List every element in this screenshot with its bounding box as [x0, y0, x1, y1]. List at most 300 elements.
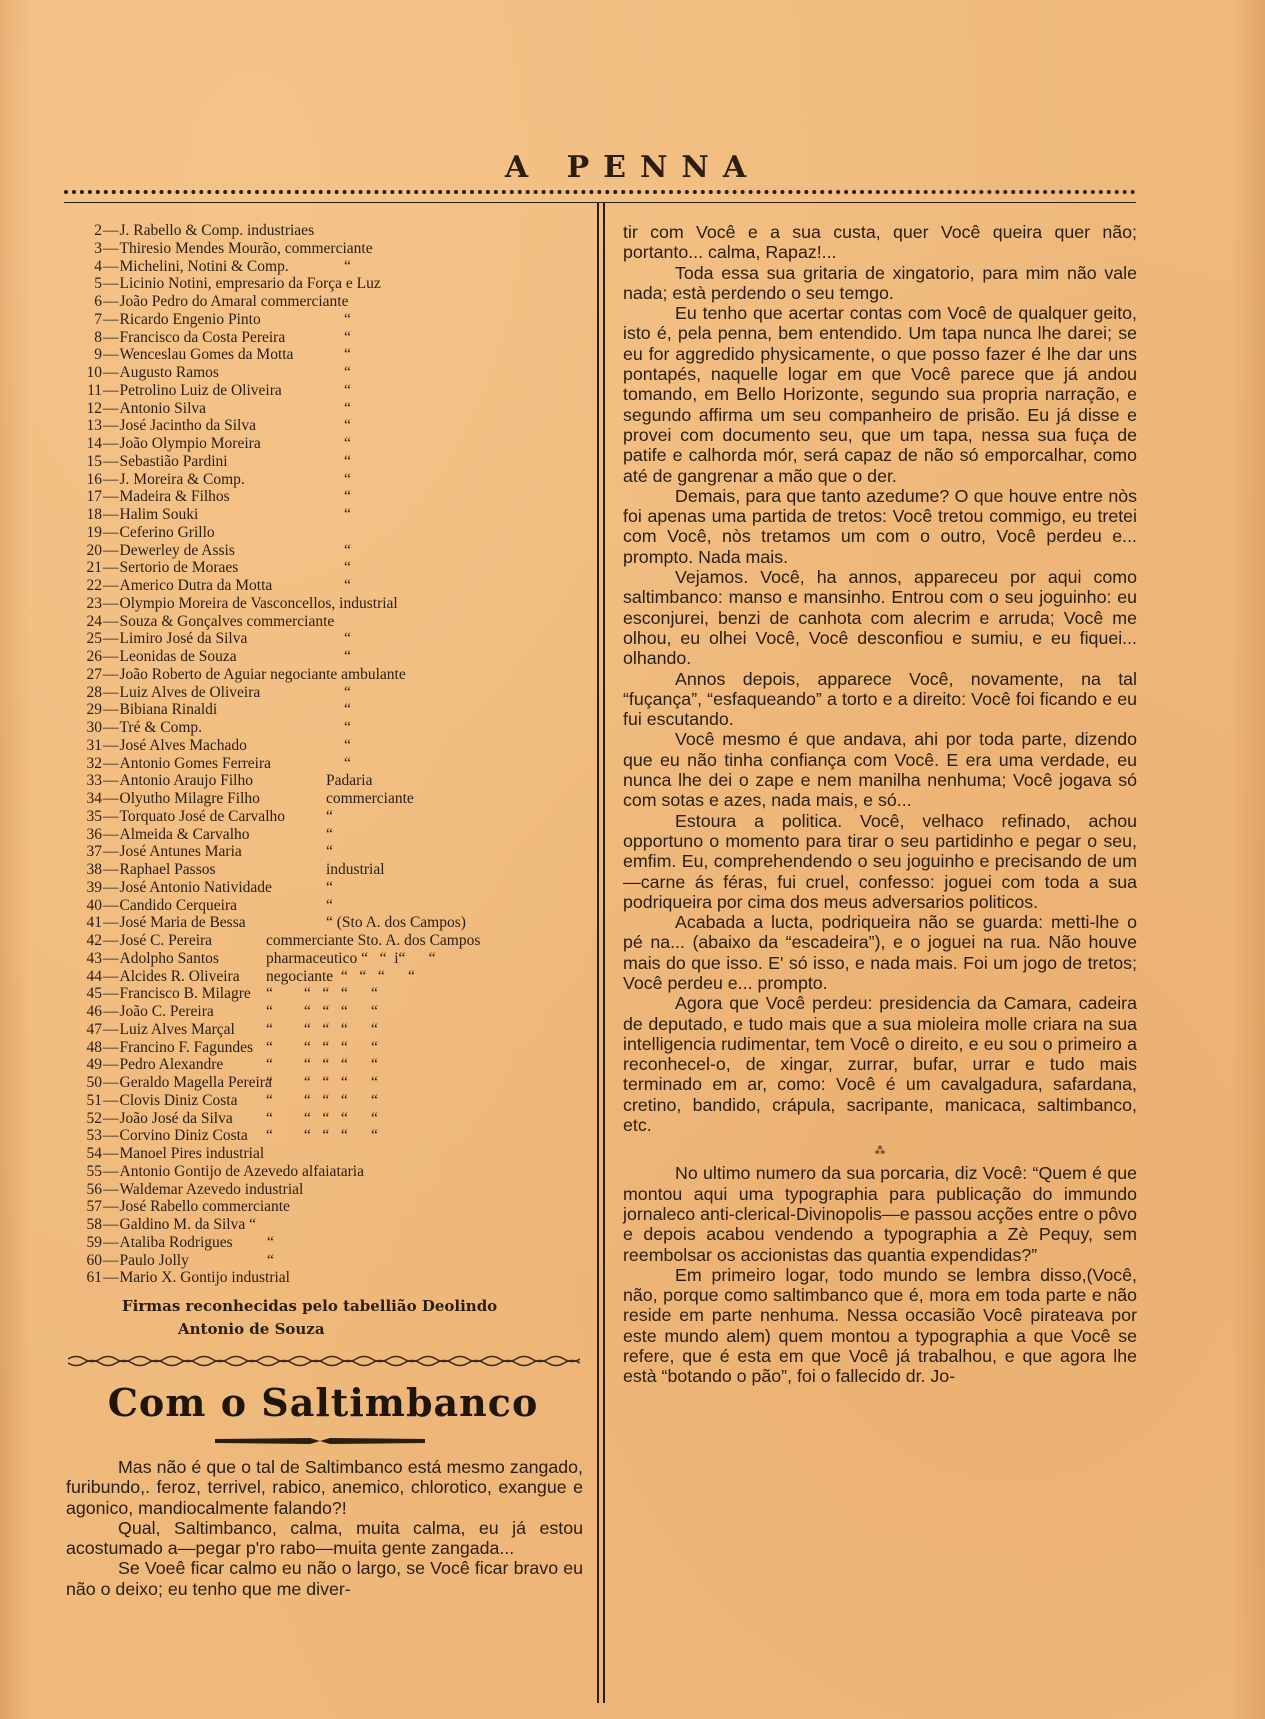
signatory-number: 40 [86, 896, 102, 914]
article-paragraph: Em primeiro logar, todo mundo se lembra disso,(Você, não, porque como saltimbanco que é, mora em toda parte e não reside em parte nenhuma. Nessa occasião Você pirateava por este mundo alem) quem montou a typographia a que Você se refere, que é esta em que Você já trabalhou, e que agora lhe està “botando o pão”, foi o fallecido dr. Jo- [623, 1264, 1137, 1387]
dash-separator: — [103, 1020, 119, 1038]
signatory-row [82, 897, 592, 915]
signatory-number: 51 [86, 1091, 102, 1109]
article-paragraph: Annos depois, apparece Você, novamente, na tal “fuçança”, “esfaqueando” a torto e a direito: Você foi ficando e eu fui escutando. [623, 668, 1137, 730]
dash-separator: — [103, 630, 119, 648]
signatory-row [82, 1092, 592, 1110]
signatory-name: Augusto Ramos [119, 364, 219, 381]
signatory-number: 4 [94, 257, 102, 275]
article-paragraph: Você mesmo é que andava, ahi por toda parte, dizendo que eu não tinha confiança com Você. E era uma verdade, eu nunca lhe dei o zape e nem manilha nenhuma; Você jogava só com sotas e azes, nada mais, e só... [623, 729, 1137, 811]
dash-separator: — [103, 843, 119, 861]
signatory-name: Sertorio de Moraes [119, 559, 239, 577]
dash-separator: — [103, 861, 119, 878]
signatory-row [82, 1216, 592, 1234]
signatory-occupation: “ [344, 630, 351, 648]
signatory-row [82, 382, 592, 400]
signatory-row [82, 1181, 592, 1199]
signatory-occupation: “ [267, 1233, 274, 1251]
dash-separator: — [103, 452, 119, 470]
article-paragraph: Eu tenho que acertar contas com Você de qualquer geito, isto é, pela penna, bem entendido. Um tapa nunca lhe darei; se eu for aggredido physicamente, o que posso fazer é lhe dar uns pontapés, naquelle logar em que Você parece que já andou tomando, em Bello Horizonte, segundo sua propria narração, e segundo affirma um seu companheiro de prisão. Eu já disse e provei com documento seu, que um tapa, nessa sua fuça de patife e calhorda mór, será capaz de não só emporcalhar, como até de gangrenar a mão que o der. [623, 303, 1137, 486]
signatory-occupation: “ [344, 452, 351, 470]
signatory-number: 33 [86, 772, 102, 790]
dash-separator: — [103, 1216, 119, 1233]
signatory-name: José Rabello commerciante [119, 1198, 290, 1216]
signatory-name: Raphael Passos [119, 861, 216, 878]
dash-separator: — [103, 364, 119, 381]
signatory-number: 25 [86, 630, 102, 648]
signatory-name: Luiz Alves Marçal [119, 1020, 235, 1038]
signatory-row [82, 1127, 592, 1145]
signatory-name: João Pedro do Amaral commerciante [119, 293, 349, 310]
signatory-row [82, 364, 592, 382]
signatory-name: Licinio Notini, empresario da Força e Luz [119, 275, 381, 293]
signatory-row [82, 1252, 592, 1270]
signatory-number: 19 [86, 523, 102, 541]
signatory-number: 8 [94, 328, 102, 346]
signatory-name: Luiz Alves de Oliveira [119, 683, 261, 701]
signatory-name: Ataliba Rodrigues [119, 1233, 233, 1251]
signatory-row [82, 755, 592, 773]
signatory-occupation: “ “ “ “ “ [266, 985, 378, 1003]
signatory-row [82, 1074, 592, 1092]
signatory-name: Olyutho Milagre Filho [119, 790, 260, 807]
signatory-number: 35 [86, 807, 102, 825]
dash-separator: — [103, 257, 119, 275]
dash-separator: — [103, 1180, 119, 1198]
article-paragraph: Qual, Saltimbanco, calma, muita calma, eu já estou acostumado a—pegar p'ro rabo—muita gente zangada... [66, 1517, 583, 1559]
signatory-number: 36 [86, 825, 102, 843]
signatory-occupation: “ “ “ “ “ [266, 1091, 378, 1109]
dash-separator: — [103, 683, 119, 701]
dash-separator: — [103, 293, 119, 310]
signatory-row [82, 684, 592, 702]
signatory-occupation: “ “ “ “ “ [266, 1127, 378, 1145]
signatory-row [82, 701, 592, 719]
signatory-row [82, 471, 592, 489]
signatory-occupation: “ [344, 506, 351, 523]
signatory-row [82, 506, 592, 524]
signatory-number: 56 [86, 1180, 102, 1198]
signatory-row [82, 275, 592, 293]
signatory-name: Francisco da Costa Pereira [119, 328, 286, 346]
signatory-name: Petrolino Luiz de Oliveira [119, 381, 282, 399]
dash-separator: — [103, 967, 119, 985]
signatory-number: 48 [86, 1038, 102, 1056]
signatory-number: 32 [86, 754, 102, 772]
signatory-number: 38 [86, 861, 102, 878]
signatory-name: João C. Pereira [119, 1003, 214, 1020]
signatory-occupation: “ “ “ “ “ [266, 1038, 378, 1056]
signatory-name: João José da Silva [119, 1109, 233, 1127]
signatory-number: 9 [94, 346, 102, 364]
article-title: Com o Saltimbanco [107, 1380, 539, 1425]
signatory-name: Waldemar Azevedo industrial [119, 1180, 304, 1198]
signatory-name: Torquato José de Carvalho [119, 807, 285, 825]
signatory-row [82, 630, 592, 648]
signatory-occupation: “ [344, 541, 351, 559]
signatory-occupation: “ [344, 381, 351, 399]
dash-separator: — [103, 435, 119, 452]
signatory-occupation: “ “ “ “ “ [266, 1056, 378, 1074]
article-left-body [66, 1457, 583, 1599]
signatory-name: Dewerley de Assis [119, 541, 235, 559]
signatory-number: 23 [86, 594, 102, 612]
dash-separator: — [103, 222, 119, 239]
signatory-number: 28 [86, 683, 102, 701]
signatory-occupation: “ [344, 754, 351, 772]
signatory-occupation: “ [344, 648, 351, 665]
signatory-row [82, 914, 592, 932]
signatory-name: Adolpho Santos [119, 949, 219, 967]
signatory-number: 53 [86, 1127, 102, 1145]
signatory-occupation: “ [344, 417, 351, 435]
ornamental-wavy-rule [68, 1354, 580, 1368]
signatory-row [82, 258, 592, 276]
signatory-name: Francino F. Fagundes [119, 1038, 254, 1056]
signatory-row [82, 648, 592, 666]
signatory-occupation: “ [344, 683, 351, 701]
article-paragraph: Se Voeê ficar calmo eu não o largo, se Você ficar bravo eu não o deixo; eu tenho que me diver- [66, 1558, 583, 1599]
signatory-number: 11 [87, 381, 102, 399]
signatory-number: 46 [86, 1003, 102, 1020]
asterism-separator: ⁂ [874, 1145, 886, 1158]
article-paragraph: Toda essa sua gritaria de xingatorio, para mim não vale nada; està perdendo o seu temgo. [623, 262, 1137, 303]
dash-separator: — [103, 878, 119, 896]
signatory-name: José C. Pereira [119, 932, 213, 949]
signatory-number: 16 [86, 470, 102, 488]
signatory-occupation: “ [344, 701, 351, 719]
dash-separator: — [103, 932, 119, 949]
signatory-number: 47 [86, 1020, 102, 1038]
dash-separator: — [103, 949, 119, 967]
signatory-row [82, 790, 592, 808]
signatory-name: José Antonio Natividade [119, 878, 272, 896]
signatory-number: 17 [86, 488, 102, 506]
dash-separator: — [103, 701, 119, 719]
signatory-row [82, 240, 592, 258]
signatory-row [82, 719, 592, 737]
signatory-row [82, 1003, 592, 1021]
signatory-number: 10 [86, 364, 102, 381]
signatory-number: 26 [86, 648, 102, 665]
article-paragraph: Vejamos. Você, ha annos, appareceu por aqui como saltimbanco: manso e mansinho. Entrou com o seu joguinho: eu esconjurei, benzi de canhota com alecrim e arruda; Você me olhou, eu olhei Você, Você desconfiou e sumiu, e eu fiquei... olhando. [623, 567, 1137, 669]
signatory-name: Leonidas de Souza [119, 648, 237, 665]
signatory-name: Geraldo Magella Pereira [119, 1074, 272, 1091]
dash-separator: — [103, 399, 119, 417]
signatory-name: Antonio Araujo Filho [119, 772, 253, 790]
signatory-number: 6 [94, 293, 102, 310]
article-paragraph-continuation: tir com Você e a sua custa, quer Você queira quer não; portanto... calma, Rapaz!... [623, 222, 1137, 263]
signatory-number: 44 [86, 967, 102, 985]
signatory-number: 57 [86, 1198, 102, 1216]
signatory-name: Clovis Diniz Costa [119, 1091, 238, 1109]
signatory-occupation: commerciante Sto. A. dos Campos [266, 932, 481, 949]
signatory-row [82, 346, 592, 364]
dash-separator: — [103, 790, 119, 807]
signatory-number: 54 [86, 1145, 102, 1162]
signatory-name: Manoel Pires industrial [119, 1145, 265, 1162]
signatory-row [82, 435, 592, 453]
signatory-row [82, 559, 592, 577]
signatory-row [82, 488, 592, 506]
signatory-row [82, 293, 592, 311]
signatory-name: Antonio Gomes Ferreira [119, 754, 272, 772]
column-divider [597, 203, 605, 1703]
signatory-row [82, 826, 592, 844]
signatory-occupation: “ “ “ “ “ [266, 1020, 378, 1038]
signatory-number: 3 [94, 239, 102, 257]
dash-separator: — [103, 239, 119, 257]
signatory-occupation: negociante “ “ “ “ [266, 967, 415, 985]
signatory-occupation: “ [344, 736, 351, 754]
dash-separator: — [103, 488, 119, 506]
signatory-occupation: “ [344, 346, 351, 364]
dash-separator: — [103, 559, 119, 577]
signatory-number: 58 [86, 1216, 102, 1233]
dash-separator: — [103, 417, 119, 435]
article-paragraph: Demais, para que tanto azedume? O que houve entre nòs foi apenas uma partida de tretos: Você tretou commigo, eu tretei com Você, nòs tretamos um com o outro, Você perdeu e... prompto. Nada mais. [623, 485, 1137, 567]
dash-separator: — [103, 594, 119, 612]
dash-separator: — [103, 719, 119, 736]
signatory-name: Sebastião Pardini [119, 452, 228, 470]
signatory-occupation: “ [344, 559, 351, 577]
signatory-row [82, 1198, 592, 1216]
signatory-number: 34 [86, 790, 102, 807]
signatory-name: Madeira & Filhos [119, 488, 230, 506]
signatory-name: Almeida & Carvalho [119, 825, 250, 843]
signatory-name: Corvino Diniz Costa [119, 1127, 248, 1145]
masthead-title: A PENNA [504, 150, 761, 185]
masthead-rule [64, 190, 1136, 203]
notary-credit-line1: Firmas reconhecidas pelo tabellião Deolindo [122, 1297, 498, 1315]
signatory-name: Bibiana Rinaldi [119, 701, 218, 719]
signatory-occupation: “ “ “ “ “ [266, 1109, 378, 1127]
signatory-row [82, 453, 592, 471]
signatory-row [82, 1110, 592, 1128]
signatory-occupation: commerciante [326, 790, 414, 807]
signatory-name: Wenceslau Gomes da Motta [119, 346, 294, 364]
signatory-name: Paulo Jolly [119, 1251, 189, 1269]
dash-separator: — [103, 1162, 119, 1180]
signatory-row [82, 950, 592, 968]
signatory-row [82, 577, 592, 595]
signatory-number: 52 [86, 1109, 102, 1127]
signatory-name: Ceferino Grillo [119, 523, 215, 541]
signatory-number: 39 [86, 878, 102, 896]
dash-separator: — [103, 470, 119, 488]
signatory-name: J. Rabello & Comp. industriaes [119, 222, 315, 239]
signatory-name: João Roberto de Aguiar negociante ambulante [119, 665, 406, 683]
signatory-name: Antonio Silva [119, 399, 207, 417]
signatory-number: 15 [86, 452, 102, 470]
dash-separator: — [103, 1198, 119, 1216]
signatory-name: Galdino M. da Silva “ [119, 1216, 256, 1233]
dash-separator: — [103, 896, 119, 914]
signatory-name: Pedro Alexandre [119, 1056, 224, 1074]
dash-separator: — [103, 1145, 119, 1162]
dash-separator: — [103, 1269, 119, 1287]
signatory-number: 7 [94, 310, 102, 328]
article-paragraph: Estoura a politica. Você, velhaco refinado, achou opportuno o momento para tirar o seu partidinho e pegar o seu, emfim. Eu, comprehendendo o seu joguinho e precisando de um—carne ás féras, fui cruel, confesso: joguei com toda a sua podriqueira por cima dos meus adversarios politicos. [623, 810, 1137, 912]
dash-separator: — [103, 736, 119, 754]
signatory-name: Antonio Gontijo de Azevedo alfaiataria [119, 1162, 364, 1180]
signatory-name: Souza & Gonçalves commerciante [119, 612, 335, 630]
dash-separator: — [103, 328, 119, 346]
dash-separator: — [103, 914, 119, 932]
signatory-occupation: “ [344, 310, 351, 328]
signatory-row [82, 772, 592, 790]
signatory-row [82, 968, 592, 986]
dash-separator: — [103, 985, 119, 1003]
signatory-occupation: “ [344, 328, 351, 346]
article-right-body [623, 222, 1137, 1387]
signatory-name: J. Moreira & Comp. [119, 470, 245, 488]
signatory-occupation: “ “ “ “ “ [266, 1074, 378, 1091]
signatory-row [82, 985, 592, 1003]
signatory-number: 37 [86, 843, 102, 861]
title-ornament-rule [215, 1436, 425, 1446]
signatory-row [82, 613, 592, 631]
dash-separator: — [103, 310, 119, 328]
signatory-number: 49 [86, 1056, 102, 1074]
article-paragraph: Mas não é que o tal de Saltimbanco está mesmo zangado, furibundo,. feroz, terrivel, rabico, anemico, chlorotico, exangue e agonico, mandiocalmente falando?! [66, 1457, 583, 1518]
article-paragraph: No ultimo numero da sua porcaria, diz Você: “Quem é que montou aqui uma typographia para publicação do immundo jornaleco anti-clerical-Divinopolis—e passou acções entre o pôvo e depois acabou vendendo a typographia a Zè Pequy, sem reembolsar os accionistas das quantia expendidas?” [623, 1163, 1137, 1265]
signatory-number: 21 [86, 559, 102, 577]
dash-separator: — [103, 577, 119, 594]
dash-separator: — [103, 1074, 119, 1091]
signatory-row [82, 417, 592, 435]
signatory-occupation: “ [326, 878, 333, 896]
dash-separator: — [103, 825, 119, 843]
signatory-occupation: “ [344, 435, 351, 452]
signatory-name: José Jacintho da Silva [119, 417, 256, 435]
signatory-occupation: industrial [326, 861, 385, 878]
signatory-name: José Alves Machado [119, 736, 247, 754]
dash-separator: — [103, 1038, 119, 1056]
signatory-number: 60 [86, 1251, 102, 1269]
signatory-name: José Antunes Maria [119, 843, 242, 861]
signatory-name: Francisco B. Milagre [119, 985, 251, 1003]
signatory-row [82, 329, 592, 347]
signatory-occupation: Padaria [326, 772, 373, 790]
signatory-number: 27 [86, 665, 102, 683]
signatory-name: Thiresio Mendes Mourão, commerciante [119, 239, 373, 257]
signatory-number: 13 [86, 417, 102, 435]
signatory-row [82, 737, 592, 755]
signatory-occupation: “ [267, 1251, 274, 1269]
signatory-number: 20 [86, 541, 102, 559]
signatory-row [82, 879, 592, 897]
signatory-number: 5 [94, 275, 102, 293]
signatory-occupation: “ [344, 488, 351, 506]
signatory-occupation: “ [344, 470, 351, 488]
signatory-name: Americo Dutra da Motta [119, 577, 273, 594]
signatory-number: 12 [86, 399, 102, 417]
dash-separator: — [103, 381, 119, 399]
dash-separator: — [103, 1056, 119, 1074]
signatory-name: Olympio Moreira de Vasconcellos, industrial [119, 594, 398, 612]
signatory-number: 31 [86, 736, 102, 754]
signatory-row [82, 1234, 592, 1252]
dash-separator: — [103, 772, 119, 790]
signatories-list [82, 222, 592, 1341]
signatory-name: Mario X. Gontijo industrial [119, 1269, 290, 1287]
dash-separator: — [103, 612, 119, 630]
signatory-number: 55 [86, 1162, 102, 1180]
signatory-name: Tré & Comp. [119, 719, 203, 736]
signatory-number: 22 [86, 577, 102, 594]
dash-separator: — [103, 807, 119, 825]
dash-separator: — [103, 1233, 119, 1251]
dash-separator: — [103, 346, 119, 364]
signatory-row [82, 843, 592, 861]
signatory-row [82, 861, 592, 879]
signatory-number: 43 [86, 949, 102, 967]
dash-separator: — [103, 665, 119, 683]
signatory-occupation: “ [344, 257, 351, 275]
dash-separator: — [103, 1003, 119, 1020]
signatory-row [82, 542, 592, 560]
signatory-row [82, 400, 592, 418]
signatory-occupation: “ “ “ “ “ [266, 1003, 378, 1020]
signatory-row [82, 666, 592, 684]
dash-separator: — [103, 506, 119, 523]
dash-separator: — [103, 275, 119, 293]
signatory-name: José Maria de Bessa [119, 914, 246, 932]
dash-separator: — [103, 1109, 119, 1127]
signatory-name: Halim Souki [119, 506, 199, 523]
signatory-occupation: “ [344, 399, 351, 417]
signatory-occupation: “ (Sto A. dos Campos) [326, 914, 466, 932]
dash-separator: — [103, 541, 119, 559]
signatory-occupation: “ [344, 577, 351, 594]
signatory-number: 50 [86, 1074, 102, 1091]
signatory-row [82, 808, 592, 826]
signatory-row [82, 1021, 592, 1039]
signatory-row [82, 1145, 592, 1163]
signatory-occupation: “ [326, 896, 333, 914]
signatory-name: Michelini, Notini & Comp. [119, 257, 289, 275]
signatory-number: 2 [94, 222, 102, 239]
signatory-name: Alcides R. Oliveira [119, 967, 240, 985]
signatory-name: Candido Cerqueira [119, 896, 238, 914]
notary-credit [82, 1295, 592, 1341]
signatory-occupation: “ [326, 825, 333, 843]
signatory-occupation: “ [344, 719, 351, 736]
signatory-occupation: “ [344, 364, 351, 381]
signatory-row [82, 932, 592, 950]
signatory-number: 18 [86, 506, 102, 523]
signatory-row [82, 524, 592, 542]
signatory-row [82, 1056, 592, 1074]
dash-separator: — [103, 1127, 119, 1145]
signatory-row [82, 595, 592, 613]
article-paragraph: Acabada a lucta, podriqueira não se guarda: metti-lhe o pé na... (abaixo da “escadeira”), e o joguei na rua. Não houve mais do que isso. E' só isso, e nada mais. Foi um jogo de tretos; Você perdeu e... prompto. [623, 912, 1137, 993]
signatory-name: Ricardo Engenio Pinto [119, 310, 261, 328]
signatory-number: 41 [86, 914, 102, 932]
dash-separator: — [103, 1251, 119, 1269]
signatory-name: João Olympio Moreira [119, 435, 261, 452]
signatory-number: 14 [86, 435, 102, 452]
signatory-occupation: pharmaceutico “ “ i“ “ [266, 949, 436, 967]
signatory-row [82, 1039, 592, 1057]
signatory-occupation: “ [326, 807, 333, 825]
signatory-number: 30 [86, 719, 102, 736]
signatory-row [82, 222, 592, 240]
signatory-number: 61 [86, 1269, 102, 1287]
dash-separator: — [103, 648, 119, 665]
dash-separator: — [103, 523, 119, 541]
